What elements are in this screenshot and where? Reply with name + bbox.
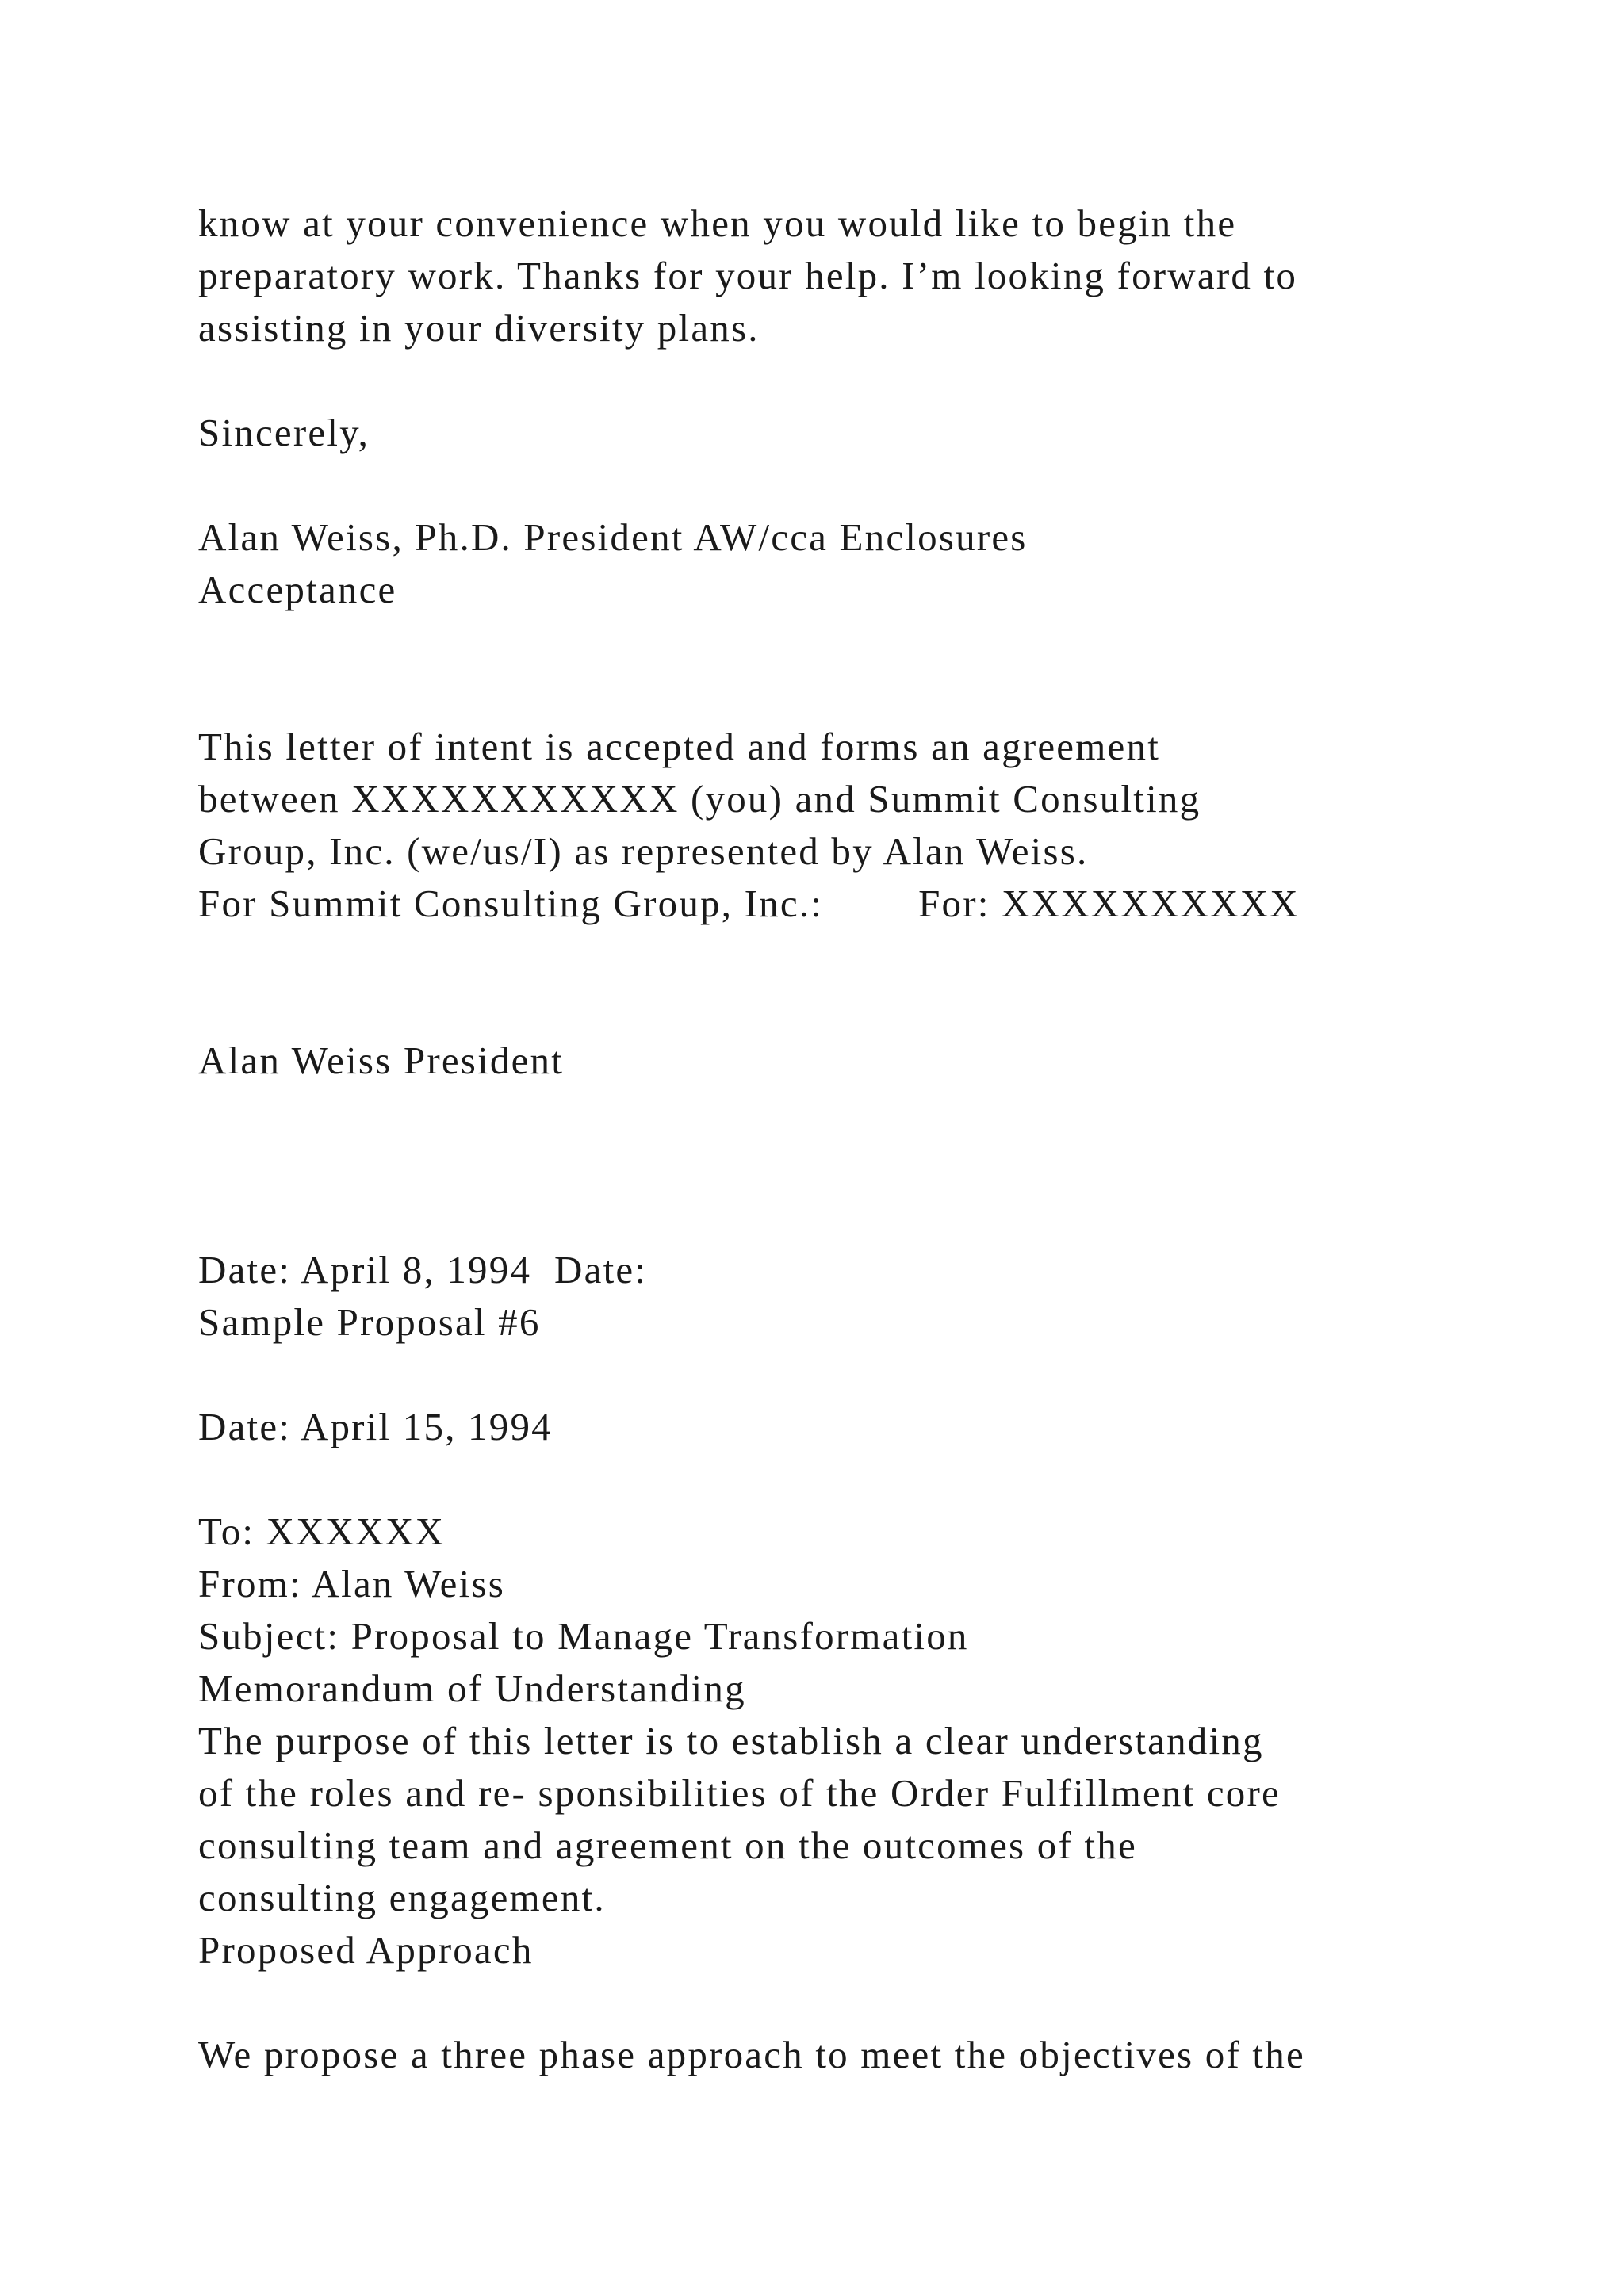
memo-subject: Subject: Proposal to Manage Transformation — [198, 1614, 969, 1658]
signature-line: Alan Weiss, Ph.D. President AW/cca Enclosures — [198, 515, 1028, 559]
closing-paragraph-line-3: assisting in your diversity plans. — [198, 306, 760, 350]
memo-from: From: Alan Weiss — [198, 1562, 505, 1605]
memo-heading: Memorandum of Understanding — [198, 1667, 746, 1710]
closing-paragraph-line-2: preparatory work. Thanks for your help. I’m looking forward to — [198, 254, 1298, 297]
sample-proposal-title: Sample Proposal #6 — [198, 1300, 541, 1344]
closing-paragraph-line-1: know at your convenience when you would like to begin the — [198, 201, 1237, 245]
memo-date: Date: April 15, 1994 — [198, 1405, 553, 1448]
for-summit-label: For Summit Consulting Group, Inc.: — [198, 882, 824, 925]
acceptance-paragraph-line-1: This letter of intent is accepted and forms an agreement — [198, 725, 1161, 768]
purpose-paragraph-line-4: consulting engagement. — [198, 1876, 606, 1919]
acceptance-heading: Acceptance — [198, 568, 397, 611]
salutation: Sincerely, — [198, 411, 370, 454]
acceptance-paragraph-line-3: Group, Inc. (we/us/I) as represented by Alan Weiss. — [198, 829, 1089, 873]
purpose-paragraph-line-1: The purpose of this letter is to establish a clear understanding — [198, 1719, 1264, 1762]
acceptance-paragraph-line-2: between XXXXXXXXXXX (you) and Summit Consulting — [198, 777, 1201, 821]
signer-name: Alan Weiss President — [198, 1039, 565, 1082]
for-client-label: For: XXXXXXXXXX — [918, 882, 1300, 925]
approach-paragraph-line-1: We propose a three phase approach to meet the objectives of the — [198, 2033, 1305, 2076]
memo-to: To: XXXXXX — [198, 1510, 446, 1553]
purpose-paragraph-line-2: of the roles and re- sponsibilities of the Order Fulfillment core — [198, 1771, 1281, 1815]
approach-heading: Proposed Approach — [198, 1928, 534, 1972]
purpose-paragraph-line-3: consulting team and agreement on the outcomes of the — [198, 1823, 1137, 1867]
signature-block-labels — [198, 880, 1300, 928]
date-line: Date: April 8, 1994 Date: — [198, 1248, 648, 1292]
